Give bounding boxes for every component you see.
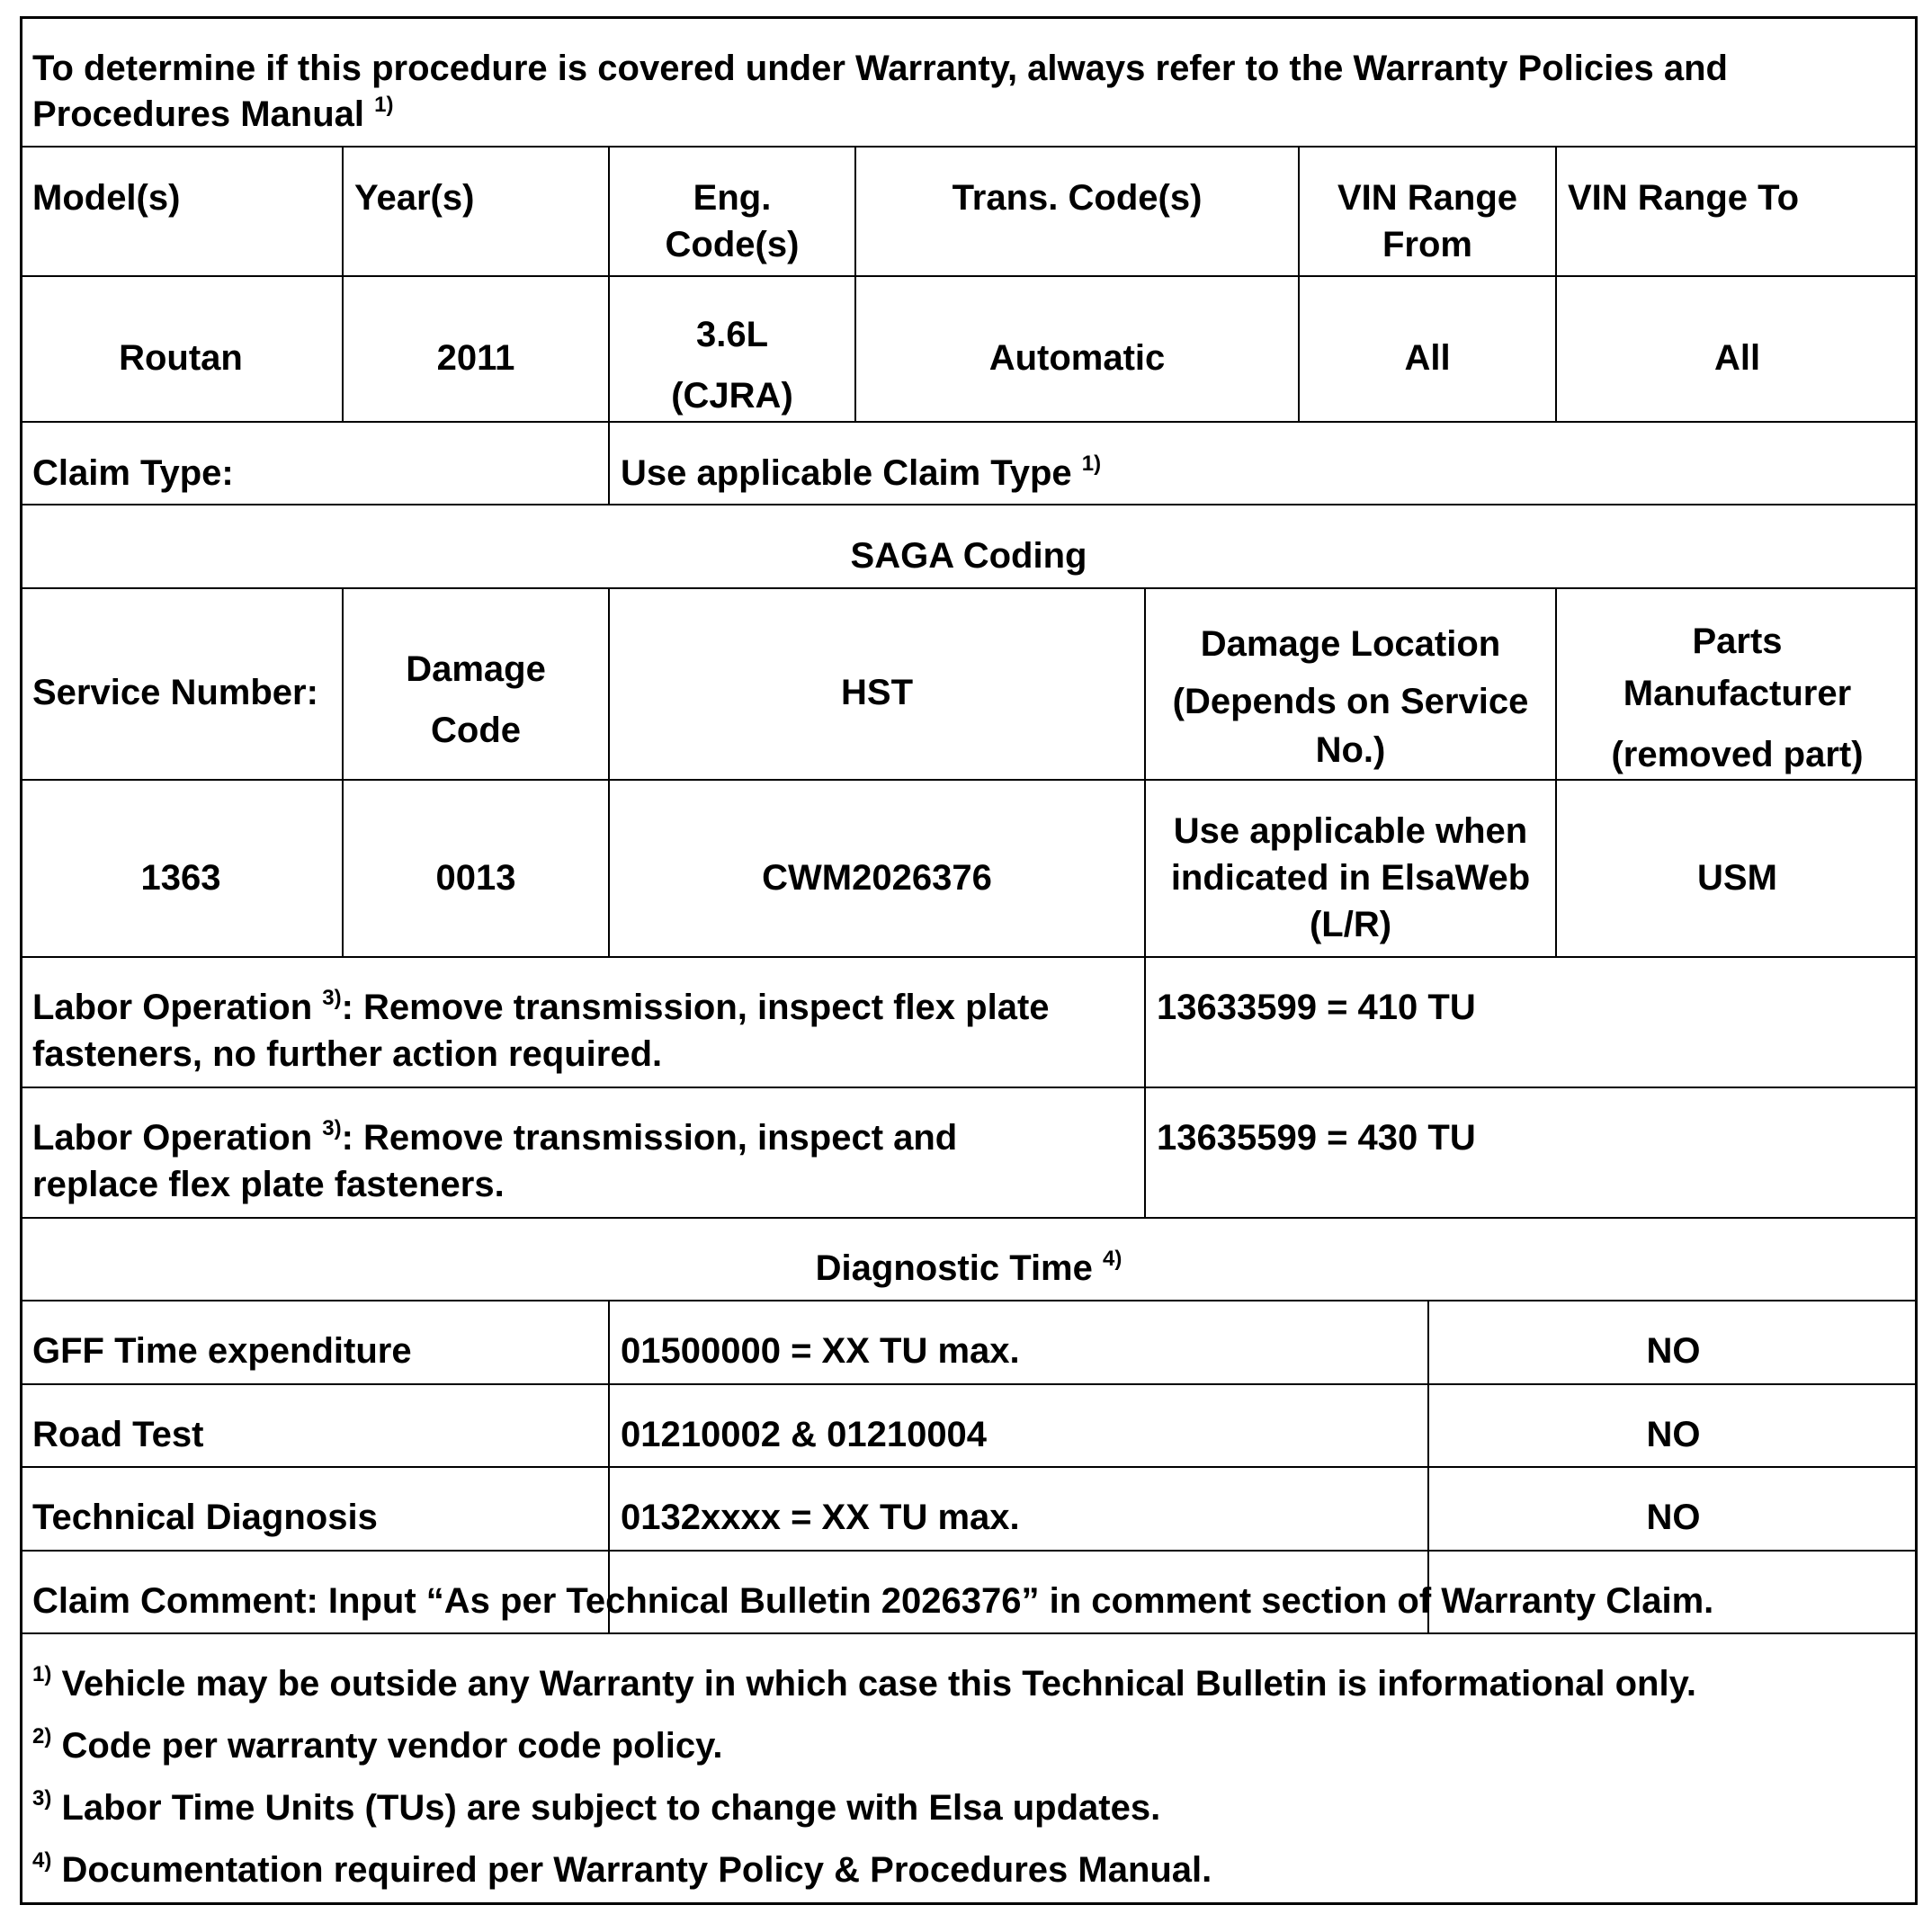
- header-hst: HST: [841, 673, 913, 712]
- cell-eng-line2: (CJRA): [671, 376, 793, 416]
- header-models: Model(s): [32, 178, 181, 218]
- footnote-number: 2): [32, 1724, 52, 1749]
- labor-operation-line1: Labor Operation $^{3)}$: Remove transmission, inspect and: [32, 1116, 958, 1158]
- cell-eng-code: [610, 304, 854, 426]
- header-parts-manufacturer: [1557, 615, 1918, 781]
- cell-damage-location-line1: Use applicable when: [1173, 811, 1528, 851]
- header-eng-line1: Eng.: [693, 178, 772, 218]
- header-damage-location-line3: No.): [1315, 730, 1386, 770]
- labor-operation-line1: Labor Operation $^{3)}$: Remove transmission, inspect flex plate: [32, 986, 1050, 1027]
- header-vin-from-line1: VIN Range: [1337, 178, 1518, 218]
- header-vin-from: [1300, 174, 1555, 268]
- footnote-ref: 1): [374, 93, 394, 117]
- row-divider: [20, 1632, 1918, 1634]
- row-divider: [20, 421, 1918, 423]
- diagnostic-time-title: [20, 1245, 1918, 1292]
- cell-parts-manufacturer: USM: [1697, 858, 1777, 898]
- cell-vin-from: All: [1404, 338, 1451, 378]
- row-divider: [20, 1217, 1918, 1219]
- cell-vin-to: All: [1713, 338, 1761, 378]
- labor-operation-1: [32, 984, 1050, 1078]
- cell-service-number: 1363: [140, 858, 221, 898]
- header-damage-code-line1: Damage: [406, 649, 546, 689]
- footnote-number: 4): [32, 1848, 52, 1873]
- warranty-notice: To determine if this procedure is covered under Warranty, always refer to the Warranty Policies and: [32, 49, 1728, 88]
- footnote: [32, 1847, 1212, 1893]
- header-damage-location-line1: Damage Location: [1200, 624, 1501, 664]
- claim-type-label: Claim Type:: [32, 453, 234, 493]
- header-parts-line3: (removed part): [1611, 735, 1864, 774]
- diag-code: 01500000 = XX TU max.: [621, 1331, 1020, 1371]
- header-parts-line2: Manufacturer: [1623, 674, 1852, 713]
- footnote: [32, 1660, 1696, 1707]
- footnote: [32, 1722, 722, 1769]
- cell-damage-location-line3: (L/R): [1309, 905, 1392, 944]
- labor-operation-line2: fasteners, no further action required.: [32, 1034, 663, 1074]
- header-damage-code: [344, 639, 608, 761]
- row-divider: [20, 587, 1918, 589]
- footnote: [32, 1784, 1160, 1831]
- footnote-text: Code per warranty vendor code policy.: [61, 1726, 723, 1766]
- header-parts-line1: Parts: [1692, 622, 1783, 661]
- cell-damage-code: 0013: [435, 858, 516, 898]
- row-divider: [20, 1383, 1918, 1385]
- footnote-text: Vehicle may be outside any Warranty in which case this Technical Bulletin is informational only.: [61, 1664, 1696, 1704]
- cell-trans: Automatic: [988, 338, 1166, 378]
- cell-eng-line1: 3.6L: [695, 315, 769, 354]
- header-damage-location-line2: (Depends on Service: [1172, 682, 1529, 721]
- labor-code-1: 13633599 = 410 TU: [1157, 988, 1476, 1027]
- header-trans-codes: Trans. Code(s): [952, 178, 1203, 218]
- footnote-text: Labor Time Units (TUs) are subject to change with Elsa updates.: [61, 1788, 1161, 1828]
- claim-comment: Claim Comment: Input “As per Technical Bulletin 2026376” in comment section of Warranty Claim.: [32, 1581, 1714, 1621]
- header-eng-codes: [610, 174, 854, 268]
- labor-operation-2: [32, 1114, 957, 1208]
- diag-value: NO: [1646, 1331, 1701, 1371]
- footnote-number: 3): [32, 1786, 52, 1811]
- diag-label: Road Test: [32, 1415, 204, 1454]
- col-divider: [608, 421, 610, 504]
- row-divider: [20, 146, 1918, 148]
- footnote-ref: 4): [1103, 1247, 1123, 1271]
- claim-type-value: [621, 450, 1101, 496]
- cell-damage-location: [1146, 808, 1555, 948]
- header-damage-location: [1146, 615, 1555, 779]
- row-divider: [20, 504, 1918, 505]
- footnote-text: Documentation required per Warranty Policy & Procedures Manual.: [61, 1850, 1212, 1890]
- row-divider: [20, 1087, 1918, 1088]
- footnote-ref: 3): [322, 986, 342, 1010]
- diag-value: NO: [1646, 1415, 1701, 1454]
- diagnostic-time-text: Diagnostic Time: [815, 1248, 1093, 1288]
- row-divider: [20, 275, 1918, 277]
- labor-code-2: 13635599 = 430 TU: [1157, 1118, 1476, 1158]
- header-vin-from-line2: From: [1382, 225, 1472, 264]
- warranty-notice-text: Procedures Manual: [32, 94, 365, 134]
- cell-hst: CWM2026376: [762, 858, 992, 898]
- header-service-number: Service Number:: [32, 673, 318, 712]
- diag-value: NO: [1646, 1498, 1701, 1537]
- labor-operation-line2: replace flex plate fasteners.: [32, 1165, 505, 1204]
- footnote-number: 1): [32, 1662, 52, 1686]
- diag-label: Technical Diagnosis: [32, 1498, 378, 1537]
- header-vin-to: VIN Range To: [1568, 178, 1800, 218]
- cell-damage-location-line2: indicated in ElsaWeb: [1170, 858, 1531, 898]
- row-divider: [20, 1300, 1918, 1301]
- row-divider: [20, 1550, 1918, 1552]
- row-divider: [20, 1466, 1918, 1468]
- claim-type-text: Use applicable Claim Type: [621, 453, 1072, 493]
- footnote-ref: 1): [1081, 452, 1102, 476]
- saga-coding-title: SAGA Coding: [850, 536, 1087, 576]
- header-years: Year(s): [354, 178, 475, 218]
- row-divider: [20, 956, 1918, 958]
- diag-label: GFF Time expenditure: [32, 1331, 412, 1371]
- cell-year: 2011: [436, 338, 515, 378]
- header-damage-code-line2: Code: [431, 711, 521, 750]
- warranty-notice-line2: [32, 91, 393, 138]
- diag-code: 0132xxxx = XX TU max.: [621, 1498, 1020, 1537]
- diag-code: 01210002 & 01210004: [621, 1415, 988, 1454]
- header-eng-line2: Code(s): [665, 225, 800, 264]
- footnote-ref: 3): [322, 1116, 342, 1140]
- cell-model: Routan: [119, 338, 243, 378]
